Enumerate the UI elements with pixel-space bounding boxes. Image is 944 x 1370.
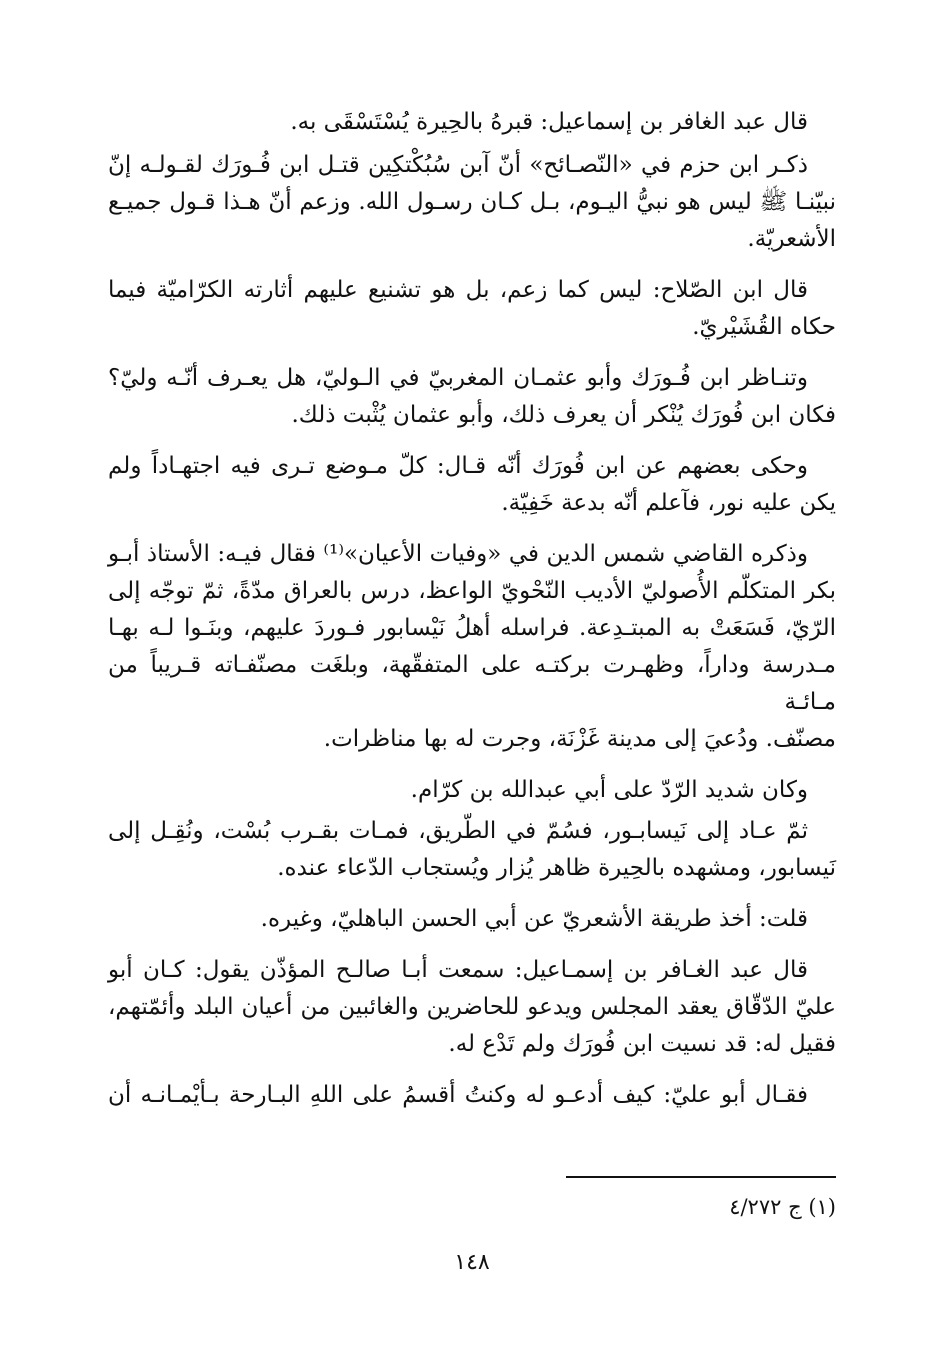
paragraph — [108, 448, 836, 522]
text-line: الرّيّ، فَسَعَتْ به المبتـدِعة. فراسله أهلُ نَيْسابور فـوردَ عليهم، وبنَـوا لـه بهـا — [108, 615, 836, 641]
text-line: مـدرسة وداراً، وظهـرت بركتـه على المتفقّهة، وبلغَت مصنّفـاته قـريباً من مـائـة — [108, 652, 836, 715]
paragraph — [108, 772, 836, 809]
text-line: ثمّ عـاد إلى نَيسابـور، فسُمّ في الطّريق، فمـات بقـرب بُسْت، ونُقِـل إلى — [108, 818, 808, 844]
paragraph — [108, 901, 836, 938]
text-line: فكان ابن فُورَك يُنْكر أن يعرف ذلك، وأبو عثمان يُثْبت ذلك. — [291, 402, 836, 428]
text-line: حكاه القُشَيْريّ. — [692, 314, 836, 340]
text-line: ذكـر ابن حزم في «النّصـائح» أنّ آبن سُبُكْتكِين قتـل ابن فُـورَك لقـولـه إنّ — [108, 152, 808, 178]
text-line: مصنّف. ودُعيَ إلى مدينة غَزْنَة، وجرت له بها مناظرات. — [323, 726, 836, 752]
text-line: بكر المتكلّم الأُصوليّ الأديب النّحْويّ الواعظ، درس بالعراق مدّةً، ثمّ توجّه إلى — [108, 578, 836, 604]
page-number: ١٤٨ — [454, 1250, 490, 1275]
text-line: نبيّنـا ﷺ ليس هو نبيُّ اليـوم، بـل كـان رسـول الله. وزعم أنّ هـذا قـول جميـع — [108, 189, 836, 215]
text-line: فقـال أبو عليّ: كيف أدعـو له وكنتُ أقسمُ على اللهِ البـارحة بـأيْمـانـه أن — [108, 1082, 808, 1108]
paragraph — [108, 813, 836, 887]
text-line: نَيسابور، ومشهده بالحِيرة ظاهر يُزار ويُستجاب الدّعاء عنده. — [277, 855, 836, 881]
paragraph — [108, 147, 836, 258]
text-line: الأشعريّة. — [747, 226, 836, 252]
text-line: فقيل له: قد نسيت ابن فُورَك ولم تَدْع له. — [448, 1031, 836, 1057]
paragraph — [108, 104, 836, 141]
paragraph — [108, 272, 836, 346]
text-line: يكن عليه نور، فآعلم أنّه بدعة خَفِيّة. — [501, 490, 836, 516]
paragraph — [108, 360, 836, 434]
text-line: وكان شديد الرّدّ على أبي عبدالله بن كرّام. — [410, 777, 808, 803]
text-line: قال عبد الغافر بن إسماعيل: قبرهُ بالحِيرة يُسْتَسْقَى به. — [290, 109, 808, 135]
text-line: وذكره القاضي شمس الدين في «وفيات الأعيان»⁽¹⁾ فقال فيـه: الأستاذ أبـو — [108, 541, 808, 567]
text-line: وتنـاظر ابن فُـورَك وأبو عثمـان المغربيّ في الـوليّ، هل يعـرف أنّـه وليّ؟ — [108, 365, 808, 391]
text-line: عليّ الدّقّاق يعقد المجلس ويدعو للحاضرين والغائبين من أعيان البلد وأئمّتهم، — [108, 994, 836, 1020]
footnote-separator — [566, 1176, 836, 1178]
text-line: قال ابن الصّلاح: ليس كما زعم، بل هو تشنيع عليهم أثارته الكرّاميّة فيما — [108, 277, 808, 303]
page-body — [108, 104, 836, 1114]
paragraph — [108, 952, 836, 1063]
text-line: وحكى بعضهم عن ابن فُورَك أنّه قـال: كلّ مـوضع تـرى فيه اجتهـاداً ولم — [108, 453, 808, 479]
paragraph — [108, 536, 836, 758]
paragraph — [108, 1077, 836, 1114]
footnote: (١) ج ٤/٢٧٢ — [729, 1195, 836, 1219]
text-line: قلت: أخذ طريقة الأشعريّ عن أبي الحسن الباهليّ، وغيره. — [260, 906, 808, 932]
text-line: قال عبد الغـافر بن إسمـاعيل: سمعت أبـا صالـح المؤذّن يقول: كـان أبو — [108, 957, 808, 983]
